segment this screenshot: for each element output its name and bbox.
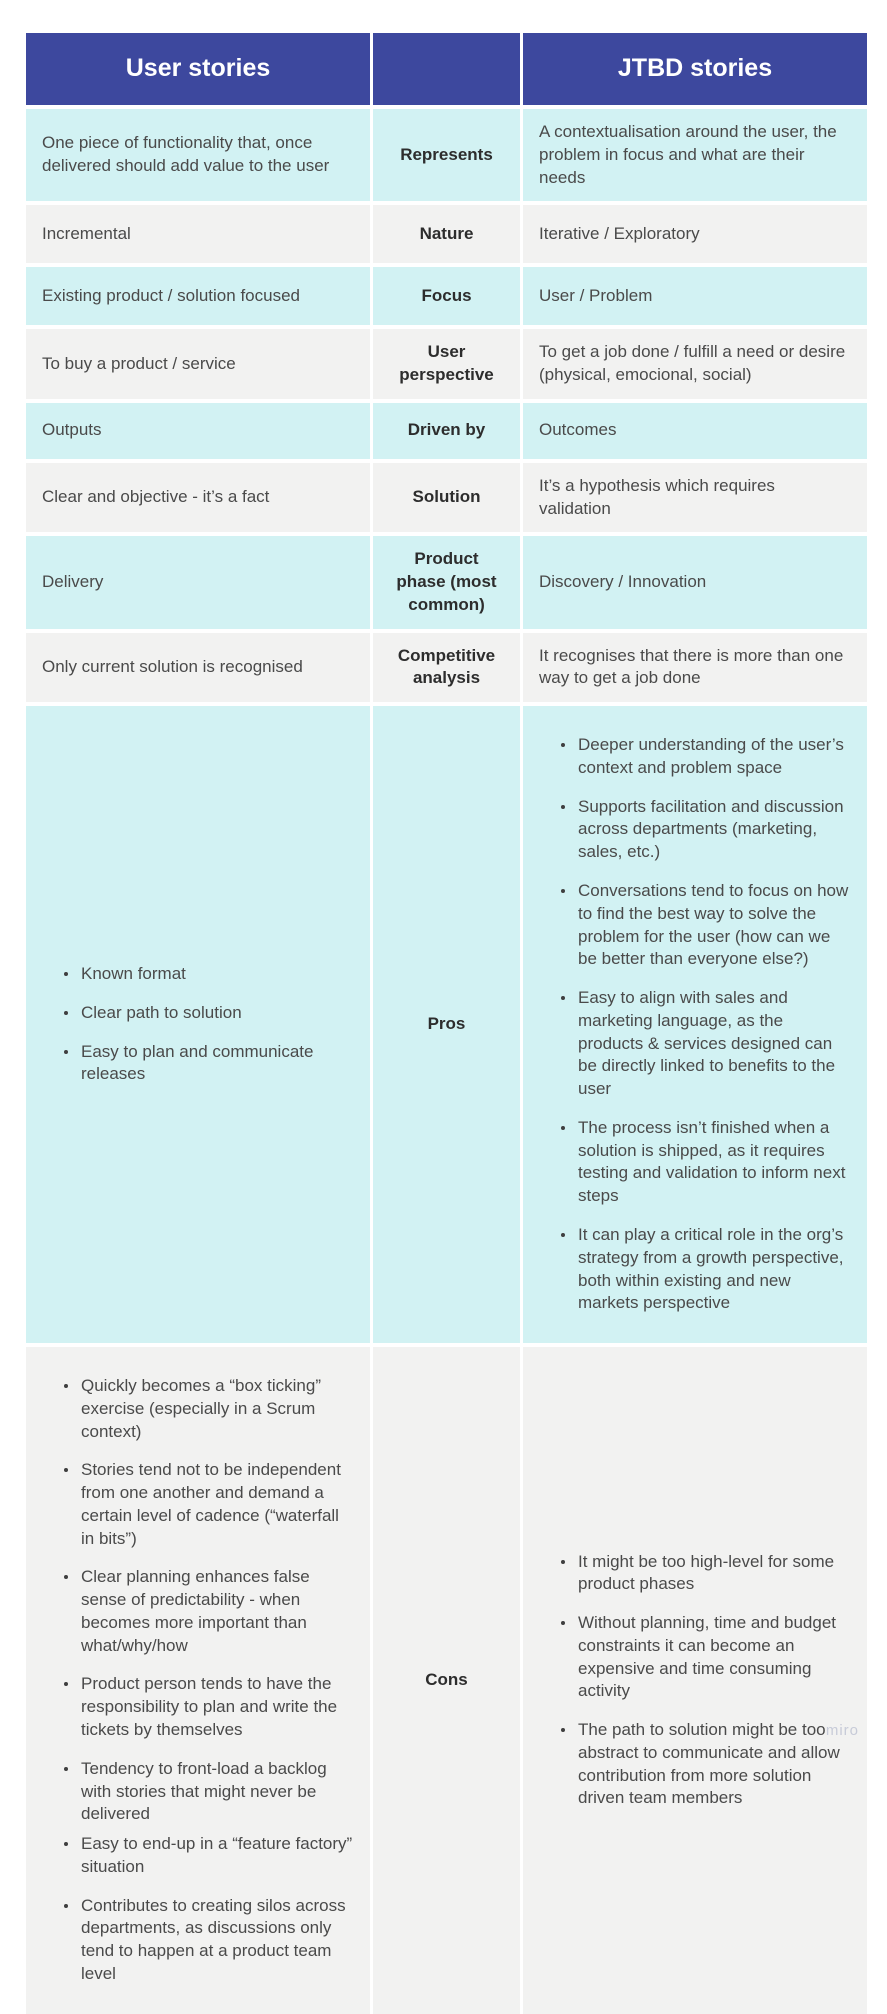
comparison-table [26, 33, 867, 2014]
bullet-item: Contributes to creating silos across departments, as discussions only tend to happen at a product team level [64, 1895, 354, 1986]
header-middle-spacer [373, 33, 520, 105]
bullet-item: Deeper understanding of the user’s context and problem space [561, 734, 851, 780]
bullet-item: The process isn’t finished when a solution is shipped, as it requires testing and validation to inform next steps [561, 1117, 851, 1208]
cell-jtbd-focus: User / Problem [523, 267, 867, 325]
row-label-product-phase: Product phase (most common) [373, 536, 520, 628]
bullet-item: Product person tends to have the responsibility to plan and write the tickets by themselves [64, 1673, 354, 1741]
cell-jtbd-product-phase: Discovery / Innovation [523, 536, 867, 628]
cell-user-stories-pros [26, 706, 370, 1343]
bullet-item: Conversations tend to focus on how to find the best way to solve the problem for the user (how can we be better than everyone else?) [561, 880, 851, 971]
bullet-item: Supports facilitation and discussion across departments (marketing, sales, etc.) [561, 796, 851, 864]
bullet-item: Easy to align with sales and marketing language, as the products & services designed can be directly linked to benefits to the user [561, 987, 851, 1101]
bullet-item: Quickly becomes a “box ticking” exercise (especially in a Scrum context) [64, 1375, 354, 1443]
cell-user-stories-represents: One piece of functionality that, once delivered should add value to the user [26, 109, 370, 201]
bullet-item: Clear path to solution [64, 1002, 354, 1025]
cell-jtbd-user-perspective: To get a job done / fulfill a need or desire (physical, emocional, social) [523, 329, 867, 399]
row-label-cons: Cons [373, 1347, 520, 2014]
row-label-solution: Solution [373, 463, 520, 533]
cell-jtbd-pros [523, 706, 867, 1343]
miro-watermark: miro [825, 1722, 859, 1739]
header-user-stories: User stories [26, 33, 370, 105]
cell-jtbd-nature: Iterative / Exploratory [523, 205, 867, 263]
row-label-nature: Nature [373, 205, 520, 263]
bullet-item: Clear planning enhances false sense of predictability - when becomes more important than what/why/how [64, 1566, 354, 1657]
cell-user-stories-cons [26, 1347, 370, 2014]
row-label-pros: Pros [373, 706, 520, 1343]
cell-user-stories-user-perspective: To buy a product / service [26, 329, 370, 399]
cell-user-stories-competitive-analysis: Only current solution is recognised [26, 633, 370, 703]
cell-jtbd-competitive-analysis: It recognises that there is more than one way to get a job done [523, 633, 867, 703]
cell-user-stories-nature: Incremental [26, 205, 370, 263]
jtbd-cons-list [539, 1535, 851, 1827]
bullet-item: Easy to end-up in a “feature factory” situation [64, 1833, 354, 1879]
bullet-item: It can play a critical role in the org’s strategy from a growth perspective, both within existing and new markets perspective [561, 1224, 851, 1315]
cell-jtbd-solution: It’s a hypothesis which requires validation [523, 463, 867, 533]
cell-jtbd-driven-by: Outcomes [523, 403, 867, 459]
bullet-item: It might be too high-level for some product phases [561, 1551, 851, 1597]
user-stories-cons-list [42, 1359, 354, 2002]
row-label-represents: Represents [373, 109, 520, 201]
row-label-user-perspective: User perspective [373, 329, 520, 399]
row-label-driven-by: Driven by [373, 403, 520, 459]
cell-user-stories-driven-by: Outputs [26, 403, 370, 459]
bullet-item: The path to solution might be too abstract to communicate and allow contribution from more solution driven team members [561, 1719, 851, 1810]
bullet-item: Known format [64, 963, 354, 986]
row-label-focus: Focus [373, 267, 520, 325]
user-stories-vs-jtbd-table [26, 33, 867, 2014]
jtbd-pros-list [539, 718, 851, 1331]
header-jtbd-stories: JTBD stories [523, 33, 867, 105]
user-stories-pros-list [42, 947, 354, 1102]
row-label-competitive-analysis: Competitive analysis [373, 633, 520, 703]
bullet-item: Without planning, time and budget constraints it can become an expensive and time consuming activity [561, 1612, 851, 1703]
bullet-item: Tendency to front-load a backlog with stories that might never be delivered [64, 1758, 354, 1826]
bullet-item: Easy to plan and communicate releases [64, 1041, 354, 1087]
cell-user-stories-product-phase: Delivery [26, 536, 370, 628]
cell-jtbd-represents: A contextualisation around the user, the problem in focus and what are their needs [523, 109, 867, 201]
bullet-item: Stories tend not to be independent from one another and demand a certain level of cadence (“waterfall in bits”) [64, 1459, 354, 1550]
cell-jtbd-cons [523, 1347, 867, 2014]
cell-user-stories-focus: Existing product / solution focused [26, 267, 370, 325]
cell-user-stories-solution: Clear and objective - it’s a fact [26, 463, 370, 533]
